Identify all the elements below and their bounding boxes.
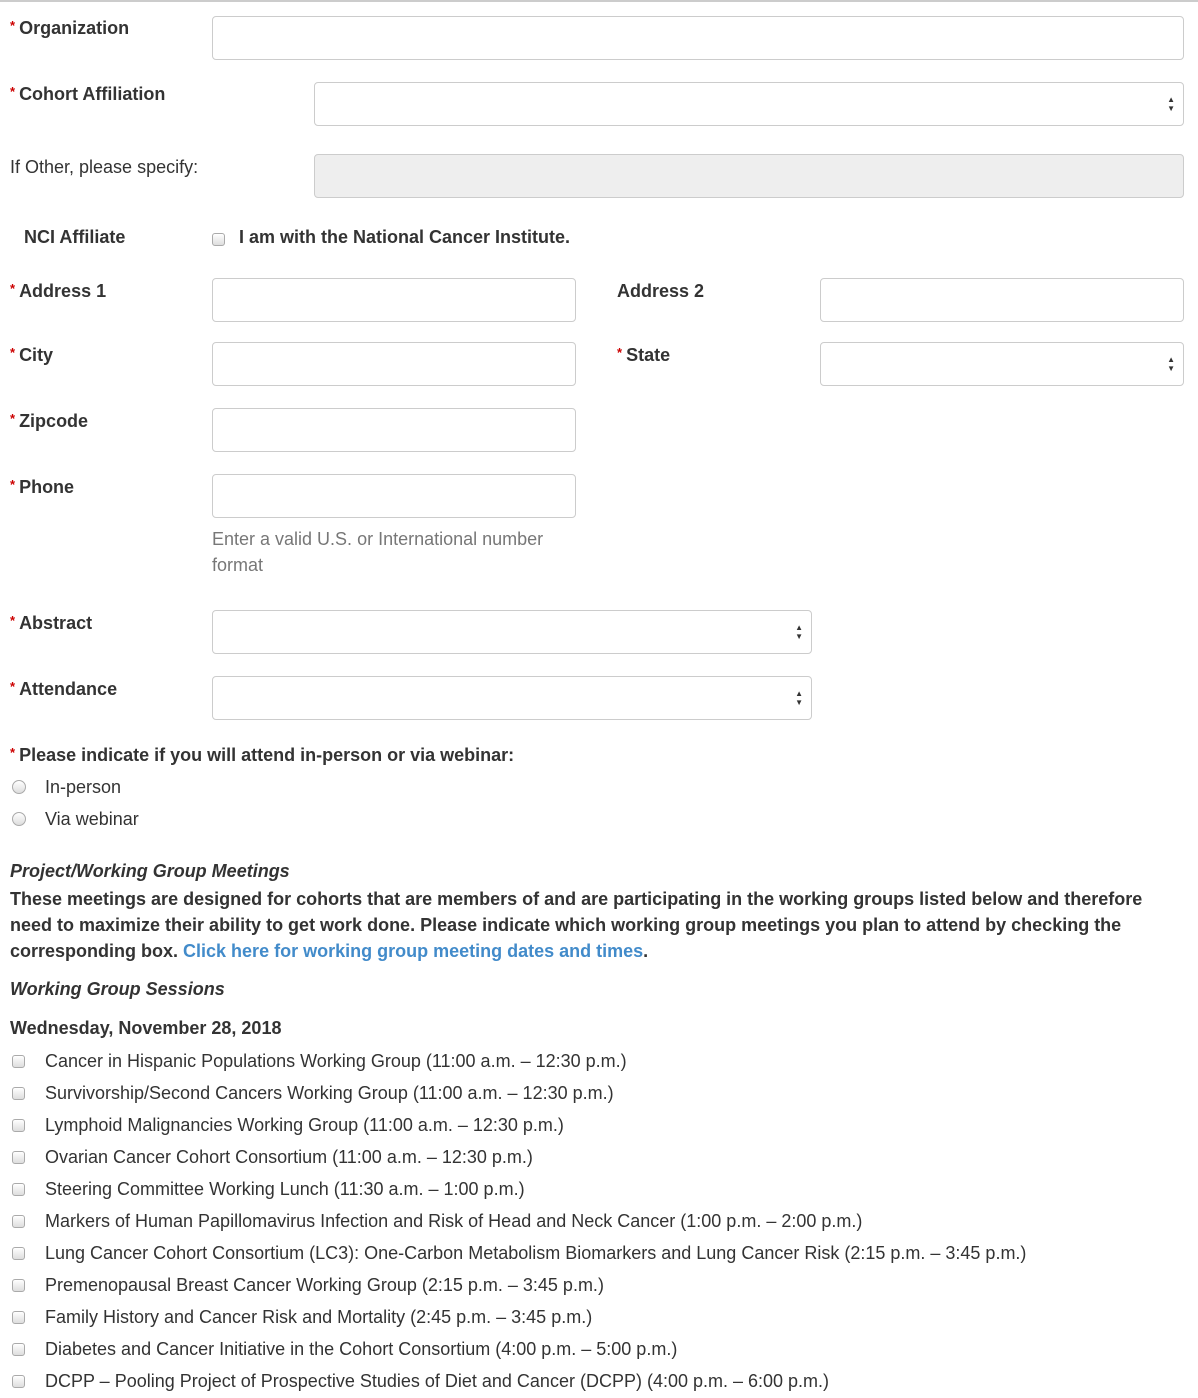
- abstract-select[interactable]: [212, 610, 812, 654]
- meeting-dates-link[interactable]: Click here for working group meeting dates and times: [183, 941, 644, 961]
- nci-check-label: I am with the National Cancer Institute.: [239, 227, 571, 247]
- phone-help-text: Enter a valid U.S. or International number format: [212, 529, 544, 575]
- session-item[interactable]: [12, 1205, 862, 1237]
- address1-label: * Address 1: [10, 281, 107, 301]
- session-item[interactable]: [12, 1269, 604, 1301]
- session-item[interactable]: [12, 1365, 829, 1397]
- session-checkbox[interactable]: [12, 1055, 25, 1068]
- session-item[interactable]: [12, 1333, 677, 1365]
- session-label: Cancer in Hispanic Populations Working Group (11:00 a.m. – 12:30 p.m.): [45, 1050, 627, 1071]
- session-label: Ovarian Cancer Cohort Consortium (11:00 a.m. – 12:30 p.m.): [45, 1146, 533, 1167]
- session-checkbox[interactable]: [12, 1151, 25, 1164]
- attendance-label: * Attendance: [10, 679, 118, 699]
- zipcode-label: * Zipcode: [10, 411, 89, 431]
- radio-button[interactable]: [12, 780, 26, 794]
- city-label: * City: [10, 345, 54, 365]
- address2-label: Address 2: [617, 281, 705, 301]
- session-label: Premenopausal Breast Cancer Working Group (2:15 p.m. – 3:45 p.m.): [45, 1274, 604, 1295]
- session-item[interactable]: [12, 1237, 1026, 1269]
- session-item[interactable]: [12, 1045, 627, 1077]
- address2-input[interactable]: [820, 278, 1184, 322]
- session-label: Lymphoid Malignancies Working Group (11:00 a.m. – 12:30 p.m.): [45, 1114, 564, 1135]
- cohort-select[interactable]: [314, 82, 1184, 126]
- radio-webinar[interactable]: Via webinar: [12, 803, 139, 835]
- session-label: Markers of Human Papillomavirus Infection and Risk of Head and Neck Cancer (1:00 p.m. – 2:00 p.m.): [45, 1210, 863, 1231]
- meetings-title: Project/Working Group Meetings: [10, 861, 290, 881]
- session-item[interactable]: [12, 1173, 525, 1205]
- state-select[interactable]: [820, 342, 1184, 386]
- session-item[interactable]: [12, 1109, 564, 1141]
- session-item[interactable]: [12, 1077, 614, 1109]
- attendance-select[interactable]: [212, 676, 812, 720]
- attend-question: * Please indicate if you will attend in-person or via webinar:: [10, 745, 515, 765]
- other-label: If Other, please specify:: [10, 157, 199, 177]
- state-label: * State: [617, 345, 671, 365]
- session-checkbox[interactable]: [12, 1311, 25, 1324]
- address1-input[interactable]: [212, 278, 576, 322]
- session-label: DCPP – Pooling Project of Prospective Studies of Diet and Cancer (DCPP) (4:00 p.m. – 6:00 p.m.): [45, 1370, 830, 1391]
- abstract-label: * Abstract: [10, 613, 93, 633]
- session-label: Lung Cancer Cohort Consortium (LC3): One-Carbon Metabolism Biomarkers and Lung Cancer Risk (2:15 p.m. – 3:45 p.m.): [45, 1242, 1027, 1263]
- session-checkbox[interactable]: [12, 1343, 25, 1356]
- session-checkbox[interactable]: [12, 1375, 25, 1388]
- city-input[interactable]: [212, 342, 576, 386]
- organization-input[interactable]: [212, 16, 1184, 60]
- sessions-title: Working Group Sessions: [10, 979, 225, 999]
- nci-checkbox[interactable]: [212, 233, 225, 246]
- cohort-label: * Cohort Affiliation: [10, 84, 166, 104]
- zipcode-input[interactable]: [212, 408, 576, 452]
- organization-label: * Organization: [10, 18, 130, 38]
- session-label: Survivorship/Second Cancers Working Group (11:00 a.m. – 12:30 p.m.): [45, 1082, 614, 1103]
- session-label: Family History and Cancer Risk and Mortality (2:45 p.m. – 3:45 p.m.): [45, 1306, 593, 1327]
- radio-button[interactable]: [12, 812, 26, 826]
- session-date: Wednesday, November 28, 2018: [10, 1018, 282, 1038]
- other-input[interactable]: [314, 154, 1184, 198]
- session-checkbox[interactable]: [12, 1279, 25, 1292]
- session-checkbox[interactable]: [12, 1087, 25, 1100]
- session-checkbox[interactable]: [12, 1247, 25, 1260]
- session-checkbox[interactable]: [12, 1215, 25, 1228]
- radio-in-person[interactable]: In-person: [12, 771, 121, 803]
- session-item[interactable]: [12, 1301, 592, 1333]
- session-label: Steering Committee Working Lunch (11:30 a.m. – 1:00 p.m.): [45, 1178, 525, 1199]
- session-label: Diabetes and Cancer Initiative in the Cohort Consortium (4:00 p.m. – 5:00 p.m.): [45, 1338, 678, 1359]
- meetings-description: These meetings are designed for cohorts that are members of and are participating in the working groups listed below and therefore need to maximize their ability to get work done. Please indicate which working group meetings you plan to attend by checking the corresponding box. Click here for working group meeting dates and times.: [10, 889, 1143, 961]
- phone-input[interactable]: [212, 474, 576, 518]
- session-checkbox[interactable]: [12, 1183, 25, 1196]
- phone-label: * Phone: [10, 477, 75, 497]
- session-item[interactable]: [12, 1141, 533, 1173]
- session-checkbox[interactable]: [12, 1119, 25, 1132]
- nci-label: NCI Affiliate: [24, 227, 126, 247]
